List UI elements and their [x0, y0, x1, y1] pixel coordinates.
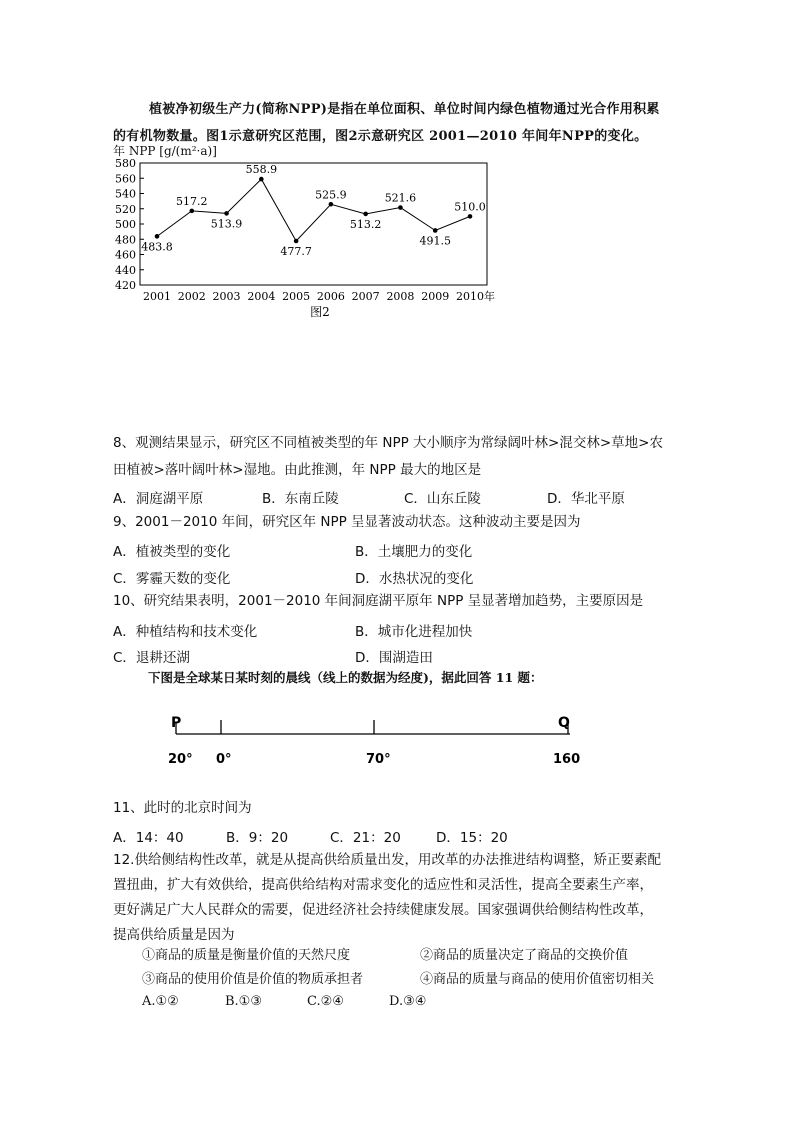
x-tick-label: 2005 [282, 290, 311, 303]
q9-option-d: D．水热状况的变化 [355, 571, 474, 587]
npp-line-chart [110, 150, 510, 320]
y-tick-label: 540 [115, 187, 136, 201]
q11-option-d: D．15：20 [436, 830, 508, 846]
y-tick-label: 500 [115, 218, 136, 231]
longitude-label-70: 70° [366, 752, 391, 767]
data-label: 513.2 [349, 217, 382, 231]
x-tick-label: 2006 [316, 290, 345, 303]
q11-option-a: A．14：40 [113, 830, 184, 846]
q11-stem: 11、此时的北京时间为 [113, 800, 252, 816]
data-point [363, 212, 368, 217]
point-p-label: P [171, 715, 182, 731]
intro-line-1: 植被净初级生产力(简称NPP)是指在单位面积、单位时间内绿色植物通过光合作用积累 [149, 102, 660, 117]
q8-stem-line-2: 田植被>落叶阔叶林>湿地。由此推测，年 NPP 最大的地区是 [113, 461, 482, 478]
q9-option-b: B．土壤肥力的变化 [355, 544, 473, 560]
q12-statement-3: ③商品的使用价值是价值的物质承担者 [142, 972, 364, 987]
x-tick-label: 2007 [351, 290, 380, 303]
longitude-label-0: 0° [216, 752, 232, 767]
q10-stem: 10、研究结果表明，2001－2010 年间洞庭湖平原年 NPP 呈显著增加趋势，主要原因是 [113, 593, 644, 609]
intro-line-2: 的有机物数量。图1示意研究区范围，图2示意研究区 2001—2010 年间年NPP的变化。 [113, 129, 648, 144]
data-point [259, 177, 264, 182]
x-tick-label: 2010年 [456, 290, 495, 303]
q10-option-a: A．种植结构和技术变化 [113, 624, 258, 640]
y-tick-label: 460 [115, 248, 136, 262]
data-point [224, 211, 229, 216]
x-tick-label: 2008 [386, 290, 415, 303]
q11-option-c: C．21：20 [330, 830, 401, 846]
data-label: 477.7 [280, 245, 312, 259]
data-label: 491.5 [419, 234, 451, 248]
point-q-label: Q [558, 715, 570, 731]
npp-series-line [157, 179, 470, 241]
q9-option-a: A．植被类型的变化 [113, 544, 231, 560]
q10-option-c: C．退耕还湖 [113, 650, 190, 666]
x-tick-label: 2003 [212, 290, 241, 303]
data-point [468, 214, 473, 219]
q8-stem-line-1: 8、观测结果显示，研究区不同植被类型的年 NPP 大小顺序为常绿阔叶林>混交林>草地>农 [113, 435, 663, 451]
q8-option-a: A．洞庭湖平原 [113, 491, 204, 507]
y-tick-label: 520 [115, 202, 136, 216]
x-tick-label: 2002 [177, 290, 206, 303]
x-tick-label: 2009 [421, 290, 450, 303]
data-point [329, 202, 334, 207]
q8-option-b: B．东南丘陵 [262, 491, 339, 507]
data-label: 525.9 [315, 188, 347, 202]
data-point [433, 228, 438, 233]
q9-option-c: C．雾霾天数的变化 [113, 571, 231, 587]
chart-y-axis-label: 年 NPP [g/(m²·a)] [113, 144, 217, 158]
longitude-label-160: 160 [553, 752, 581, 767]
q12-option-b: B.①③ [225, 994, 262, 1009]
q12-statement-4: ④商品的质量与商品的使用价值密切相关 [420, 972, 655, 987]
q12-option-c: C.②④ [307, 994, 344, 1009]
q12-option-d: D.③④ [389, 994, 427, 1009]
longitude-label-20: 20° [168, 752, 193, 767]
q10-option-b: B．城市化进程加快 [355, 624, 473, 640]
y-tick-label: 420 [115, 279, 136, 292]
q12-stem-line-4: 提高供给质量是因为 [113, 927, 235, 943]
q11-diagram-intro: 下图是全球某日某时刻的晨线（线上的数据为经度)，据此回答 11 题： [148, 670, 543, 685]
data-label: 558.9 [245, 163, 278, 177]
terminator-line-diagram [160, 708, 590, 778]
q8-option-c: C．山东丘陵 [404, 491, 481, 507]
x-tick-label: 2004 [247, 290, 276, 303]
data-point [398, 205, 403, 210]
x-tick-label: 2001 [143, 290, 171, 303]
data-label: 521.6 [384, 191, 417, 205]
data-point [155, 234, 160, 239]
question-12 [113, 848, 713, 948]
q12-option-a: A.①② [142, 994, 179, 1009]
y-tick-label: 480 [115, 233, 136, 247]
y-tick-label: 440 [115, 263, 136, 277]
data-label: 517.2 [176, 194, 208, 208]
q11-option-b: B．9：20 [226, 830, 289, 846]
q12-statement-1: ①商品的质量是衡量价值的天然尺度 [142, 948, 351, 963]
q12-statement-2: ②商品的质量决定了商品的交换价值 [420, 948, 629, 963]
data-point [294, 239, 299, 244]
data-points [155, 177, 473, 244]
plot-frame [140, 163, 487, 285]
data-point [189, 209, 194, 214]
y-tick-label: 580 [115, 157, 136, 170]
q9-stem: 9、2001－2010 年间，研究区年 NPP 呈显著波动状态。这种波动主要是因为 [113, 514, 581, 530]
q10-option-d: D．围湖造田 [355, 650, 433, 666]
data-label: 513.9 [210, 217, 243, 231]
y-tick-label: 560 [115, 172, 136, 186]
q12-stem-line-3: 更好满足广大人民群众的需要，促进经济社会持续健康发展。国家强调供给侧结构性改革， [113, 902, 653, 918]
q12-stem-line-1: 12.供给侧结构性改革，就是从提高供给质量出发，用改革的办法推进结构调整，矫正要素配 [113, 852, 661, 868]
question-8 [113, 430, 703, 483]
q8-option-d: D．华北平原 [547, 491, 625, 507]
x-axis-ticks [143, 289, 495, 303]
figure-caption: 图2 [310, 305, 330, 319]
data-label: 483.8 [141, 240, 173, 254]
q12-stem-line-2: 置扭曲，扩大有效供给，提高供给结构对需求变化的适应性和灵活性，提高全要素生产率， [113, 877, 653, 893]
data-label: 510.0 [454, 200, 486, 214]
